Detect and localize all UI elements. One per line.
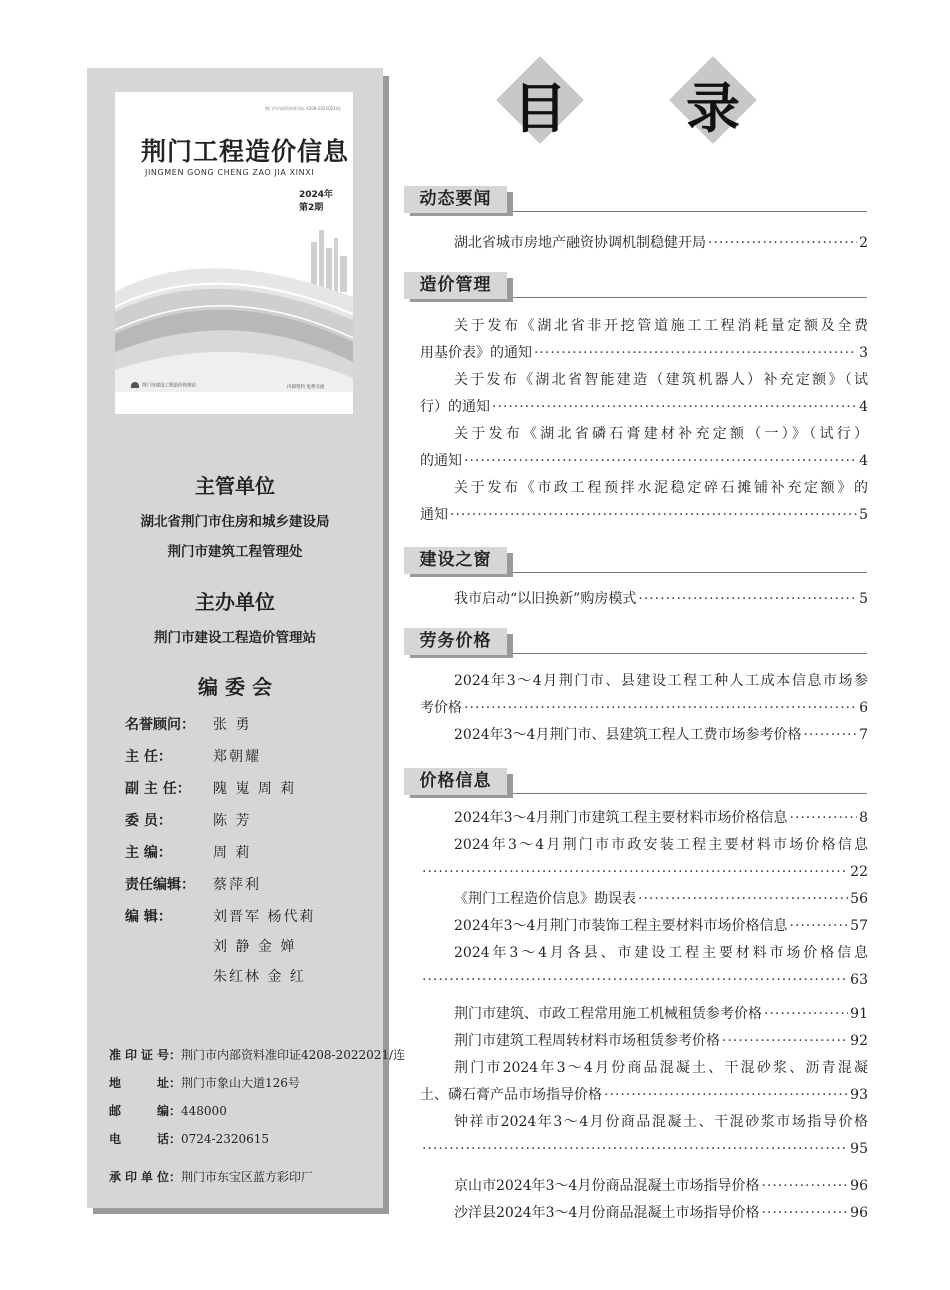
staff-value: 陈 芳	[213, 813, 252, 829]
info-label: 电 话：	[109, 1132, 182, 1146]
staff-value: 隗 嵬 周 莉	[213, 781, 297, 797]
committee-title: 编 委 会	[198, 675, 272, 699]
cover-year: 2024年	[299, 190, 334, 200]
staff-label: 主 任：	[125, 749, 172, 765]
section-title: 动态要闻	[404, 186, 507, 213]
section-title: 价格信息	[404, 768, 507, 795]
toc-entry[interactable]: 2024年3～4月荆门市装饰工程主要材料市场价格信息 ····· 57	[420, 913, 868, 940]
organizer-title: 主办单位	[195, 590, 275, 614]
publisher-logo-icon	[131, 382, 139, 388]
cover-license-text: 荆门市内部资料准印证 4208-2022021/连	[265, 106, 342, 111]
info-row	[109, 1130, 269, 1148]
staff-value: 刘晋军 杨代莉	[213, 909, 316, 925]
masthead-panel	[87, 68, 406, 1208]
section-title: 劳务价格	[404, 628, 507, 655]
heading-char-lu: 录	[686, 76, 740, 140]
cover-art	[115, 212, 353, 392]
toc-entry[interactable]: 关于发布《湖北省智能建造（建筑机器人）补充定额》（试 行）的通知 ····· 4	[420, 367, 868, 421]
info-label: 地 址：	[109, 1076, 182, 1090]
page-number: 96	[850, 1205, 868, 1221]
info-label: 承印单位：	[109, 1170, 182, 1184]
page-number: 4	[859, 453, 868, 469]
toc-entry[interactable]: 荆门市建筑、市政工程常用施工机械租赁参考价格 ····· 91	[420, 1001, 868, 1028]
staff-value: 刘 静 金 婵	[213, 939, 297, 955]
page-number: 22	[850, 864, 868, 880]
toc-entry[interactable]: 关于发布《湖北省磷石膏建材补充定额（一）》（试行） 的通知 ····· 4	[420, 421, 868, 475]
staff-label: 委 员：	[125, 813, 172, 829]
page-number: 92	[850, 1033, 868, 1049]
info-value: 荆门市东宝区蓝方彩印厂	[181, 1170, 314, 1184]
toc-entry[interactable]: 关于发布《湖北省非开挖管道施工工程消耗量定额及全费 用基价表》的通知 ····· 3	[420, 313, 868, 367]
staff-label: 责任编辑：	[125, 877, 195, 893]
info-row	[109, 1168, 313, 1186]
toc-entry[interactable]: 沙洋县2024年3～4月份商品混凝土市场指导价格 ····· 96	[420, 1200, 868, 1227]
page-number: 4	[859, 399, 868, 415]
page-number: 95	[850, 1141, 868, 1157]
info-value: 448000	[181, 1104, 227, 1118]
toc-section-labor	[420, 668, 868, 749]
info-row	[109, 1102, 227, 1120]
info-row	[109, 1074, 300, 1092]
organizer-line: 荆门市建设工程造价管理站	[154, 630, 316, 646]
toc-entry[interactable]: 2024年3～4月荆门市市政安装工程主要材料市场价格信息 ····· 22	[420, 832, 868, 886]
page-number: 91	[850, 1006, 868, 1022]
supervisor-line-2: 荆门市建筑工程管理处	[167, 544, 303, 560]
staff-label: 名誉顾问：	[125, 717, 195, 733]
page-number: 57	[850, 918, 868, 934]
toc-section-prices	[420, 805, 868, 1227]
cover-publisher	[131, 382, 196, 389]
staff-value: 朱红林 金 红	[213, 969, 306, 985]
heading-char-mu: 目	[513, 76, 567, 140]
staff-value: 张 勇	[213, 717, 252, 733]
info-value: 荆门市象山大道126号	[181, 1076, 300, 1090]
info-value: 荆门市内部资料准印证4208-2022021/连	[181, 1048, 406, 1062]
section-title: 建设之窗	[404, 547, 507, 574]
page-number: 96	[850, 1178, 868, 1194]
page-number: 5	[859, 507, 868, 523]
cover-title: 荆门工程造价信息	[141, 137, 350, 166]
supervisor-line-1: 湖北省荆门市住房和城乡建设局	[140, 514, 330, 530]
page-number: 3	[859, 345, 868, 361]
staff-value: 郑朝耀	[213, 749, 261, 765]
toc-entry[interactable]: 关于发布《市政工程预拌水泥稳定碎石摊铺补充定额》的 通知 ····· 5	[420, 475, 868, 529]
toc-entry[interactable]: 湖北省城市房地产融资协调机制稳健开局 ····· 2	[420, 230, 868, 257]
cover-pinyin: JINGMEN GONG CHENG ZAO JIA XINXI	[145, 168, 315, 177]
staff-label: 编 辑：	[125, 909, 172, 925]
cover-note: 内部资料 免费交流	[287, 385, 325, 390]
toc-entry[interactable]: 我市启动“以旧换新”购房模式 ····· 5	[420, 586, 868, 613]
page-number: 93	[850, 1087, 868, 1103]
cover-publisher-text: 荆门市建设工程造价管理站	[142, 383, 196, 389]
page-number: 56	[850, 891, 868, 907]
toc-entry[interactable]: 荆门市2024年3～4月份商品混凝土、干混砂浆、沥青混凝 土、磷石膏产品市场指导价格 ····· 93	[420, 1055, 868, 1109]
toc-section-cost	[420, 313, 868, 529]
page-number: 63	[850, 972, 868, 988]
staff-value: 周 莉	[213, 845, 252, 861]
page-number: 7	[859, 727, 868, 743]
toc-entry[interactable]: 2024年3～4月荆门市建筑工程主要材料市场价格信息 ····· 8	[420, 805, 868, 832]
page-number: 2	[859, 235, 868, 251]
toc-entry[interactable]: 荆门市建筑工程周转材料市场租赁参考价格 ····· 92	[420, 1028, 868, 1055]
staff-value: 蔡萍利	[213, 877, 261, 893]
toc-entry[interactable]: 京山市2024年3～4月份商品混凝土市场指导价格 ····· 96	[420, 1173, 868, 1200]
toc-entry[interactable]: 2024年3～4月荆门市、县建筑工程人工费市场参考价格 ····· 7	[420, 722, 868, 749]
cover-thumbnail	[115, 92, 353, 414]
info-label: 准印证号：	[109, 1048, 182, 1062]
section-title: 造价管理	[404, 272, 507, 299]
info-row	[109, 1046, 405, 1064]
toc-entry[interactable]: 2024年3～4月荆门市、县建设工程工种人工成本信息市场参 考价格 ····· 6	[420, 668, 868, 722]
supervisor-title: 主管单位	[195, 474, 275, 498]
staff-label: 副 主 任：	[125, 781, 191, 797]
toc-entry[interactable]: 《荆门工程造价信息》勘误表 ····· 56	[420, 886, 868, 913]
cover-issue: 第2期	[299, 203, 324, 213]
page-number: 6	[859, 700, 868, 716]
toc-section-window	[420, 586, 868, 613]
info-label: 邮 编：	[109, 1104, 182, 1118]
toc-section-news	[420, 230, 868, 257]
staff-label: 主 编：	[125, 845, 172, 861]
page-number: 8	[859, 810, 868, 826]
page-number: 5	[859, 591, 868, 607]
toc-entry[interactable]: 钟祥市2024年3～4月份商品混凝土、干混砂浆市场指导价格 ····· 95	[420, 1109, 868, 1163]
info-value: 0724-2320615	[181, 1132, 270, 1146]
toc-entry[interactable]: 2024年3～4月各县、市建设工程主要材料市场价格信息 ····· 63	[420, 940, 868, 994]
